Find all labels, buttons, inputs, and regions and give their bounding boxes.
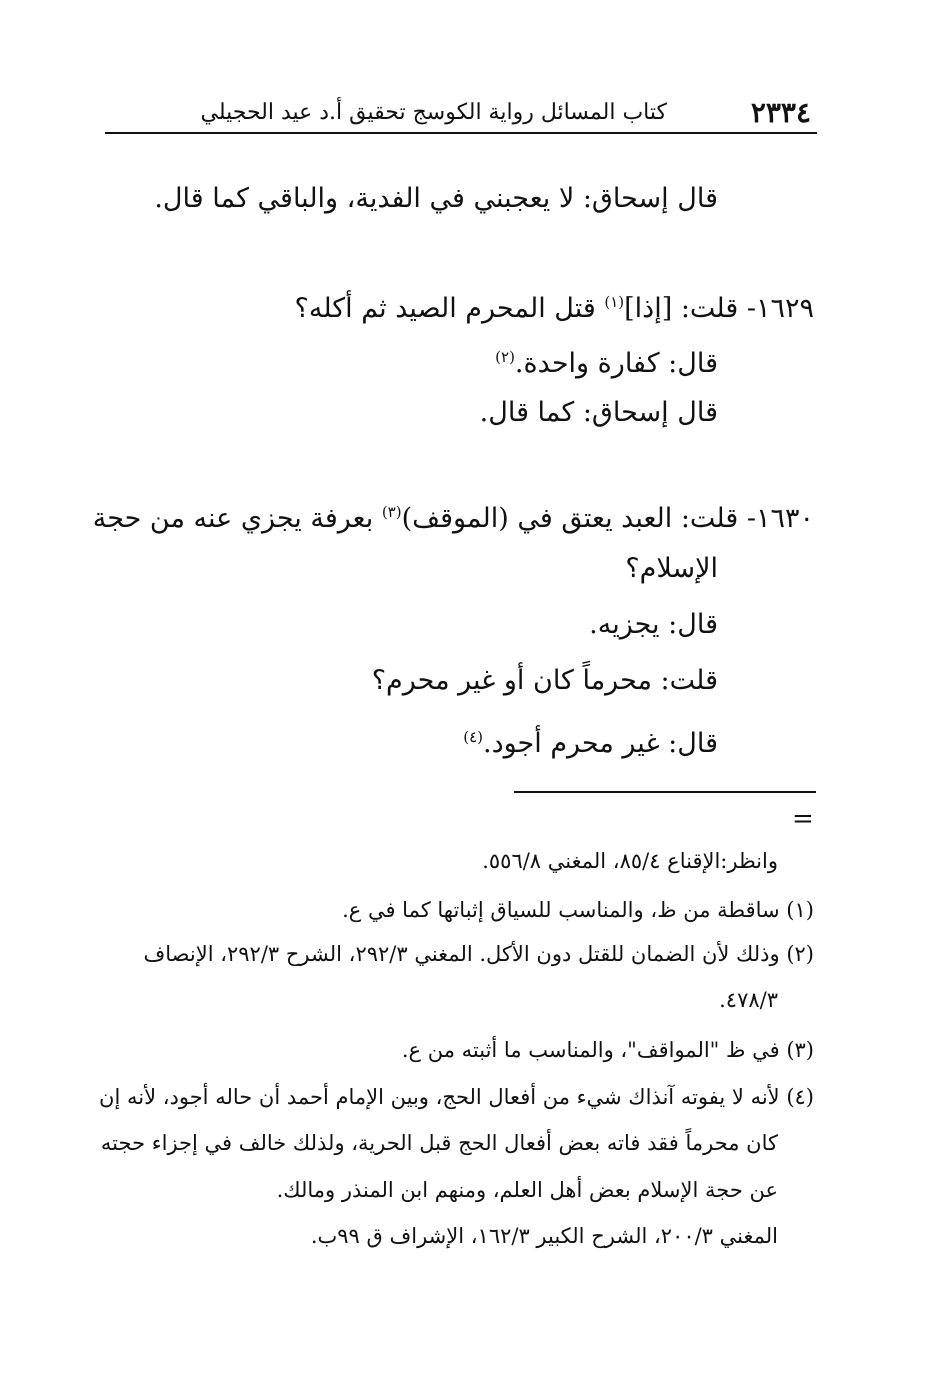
answer-line: قال: يجزيه. [589, 609, 718, 640]
footnote-ref: (٣) [381, 503, 402, 521]
footnote-1: (١) ساقطة من ظ، والمناسب للسياق إثباتها كما في ع. [342, 898, 814, 922]
continuation-marker: = [792, 804, 814, 834]
answer-line [495, 340, 718, 381]
footnote-line: وانظر:الإقناع ٨٥/٤، المغني ٥٥٦/٨. [482, 849, 778, 873]
question-text: ١٦٣٠- قلت: العبد يعتق في (الموقف) [401, 503, 814, 534]
question-1629 [295, 285, 814, 326]
question-continuation: الإسلام؟ [625, 553, 718, 584]
footnote-4-cont: كان محرماً فقد فاته بعض أفعال الحج قبل الحرية، ولذلك خالف في إجزاء حجته [100, 1131, 778, 1155]
footnote-ref: (١) [604, 293, 625, 311]
running-title: كتاب المسائل رواية الكوسج تحقيق أ.د عيد الحجيلي [200, 100, 667, 125]
answer-line [463, 720, 718, 761]
footnote-4-cont: عن حجة الإسلام بعض أهل العلم، ومنهم ابن المنذر ومالك. [276, 1178, 778, 1202]
footnote-3: (٣) في ظ "المواقف"، والمناسب ما أثبته من ع. [401, 1038, 814, 1062]
answer-line: قلت: محرماً كان أو غير محرم؟ [371, 665, 718, 696]
body-line: قال إسحاق: لا يعجبني في الفدية، والباقي كما قال. [154, 183, 718, 214]
footnote-4: (٤) لأنه لا يفوته آنذاك شيء من أفعال الحج، وبين الإمام أحمد أن حاله أجود، لأنه إن [99, 1085, 814, 1109]
question-text: بعرفة يجزي عنه من حجة [92, 503, 382, 534]
page-header [105, 92, 817, 134]
answer-text: قال: كفارة واحدة. [514, 348, 718, 379]
answer-text: قال: غير محرم أجود. [482, 728, 718, 759]
question-text: قتل المحرم الصيد ثم أكله؟ [294, 293, 605, 324]
page-number: ٢٣٣٤ [750, 96, 811, 129]
question-text: ١٦٢٩- قلت: [إذا] [624, 293, 814, 324]
footnote-2: (٢) وذلك لأن الضمان للقتل دون الأكل. المغني ٢٩٢/٣، الشرح ٢٩٢/٣، الإنصاف [143, 942, 814, 966]
footnote-separator [514, 791, 816, 793]
answer-line: قال إسحاق: كما قال. [479, 397, 718, 428]
footnote-ref: (٢) [495, 348, 515, 366]
footnote-2-cont: ٤٧٨/٣. [719, 988, 778, 1012]
footnote-ref: (٤) [463, 728, 483, 746]
footnote-4-cont: المغني ٢٠٠/٣، الشرح الكبير ١٦٢/٣، الإشراف ق ٩٩ب. [310, 1224, 778, 1248]
question-1630 [93, 495, 814, 536]
